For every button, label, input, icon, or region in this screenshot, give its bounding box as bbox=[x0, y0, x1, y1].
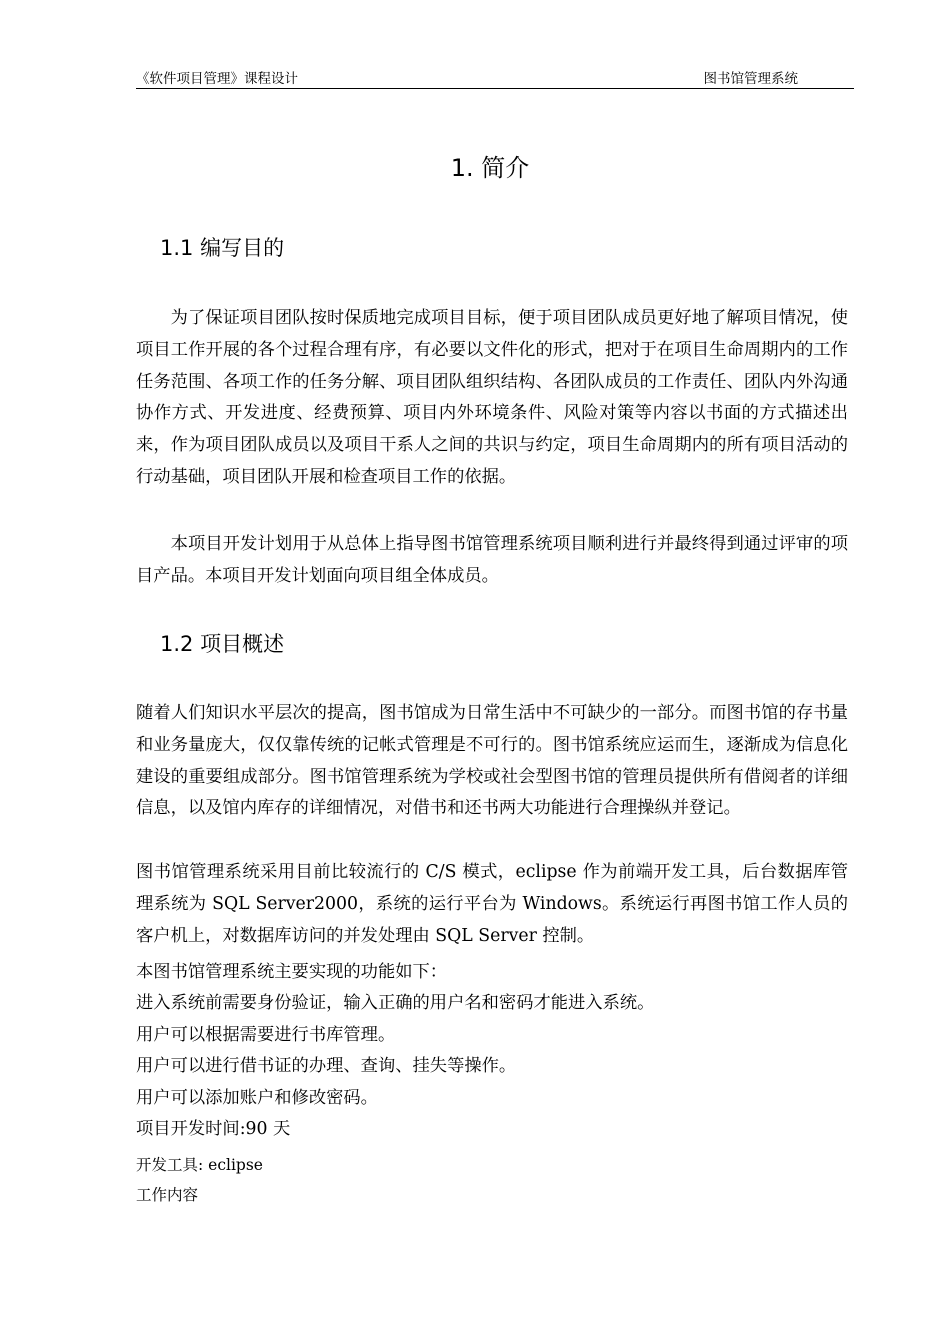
development-tool: 开发工具: eclipse bbox=[136, 1156, 263, 1174]
purpose-paragraph: 为了保证项目团队按时保质地完成项目目标，便于项目团队成员更好地了解项目情况，使项目工作开展的各个过程合理有序，有必要以文件化的形式，把对于在项目生命周期内的工作任务范围、各项工作的任务分解、项目团队组织结构、各团队成员的工作责任、团队内外沟通协作方式、开发进度、经费预算、项目内外环境条件、风险对策等内容以书面的方式描述出来，作为项目团队成员以及项目干系人之间的共识与约定，项目生命周期内的所有项目活动的行动基础，项目团队开展和检查项目工作的依据。 bbox=[136, 308, 848, 487]
header-course-title: 《软件项目管理》课程设计 bbox=[136, 71, 298, 87]
work-content-label: 工作内容 bbox=[136, 1186, 199, 1204]
function-item: 用户可以进行借书证的办理、查询、挂失等操作。 bbox=[136, 1056, 517, 1076]
functions-intro: 本图书馆管理系统主要实现的功能如下： bbox=[136, 962, 448, 982]
overview-paragraph: 随着人们知识水平层次的提高，图书馆成为日常生活中不可缺少的一部分。而图书馆的存书量和业务量庞大，仅仅靠传统的记帐式管理是不可行的。图书馆系统应运而生，逐渐成为信息化建设的重要组成部分。图书馆管理系统为学校或社会型图书馆的管理员提供所有借阅者的详细信息，以及馆内库存的详细情况，对借书和还书两大功能进行合理操纵并登记。 bbox=[136, 703, 848, 819]
function-item: 用户可以添加账户和修改密码。 bbox=[136, 1088, 378, 1108]
header-system-title: 图书馆管理系统 bbox=[703, 71, 798, 87]
page-header bbox=[136, 70, 854, 89]
section-title-purpose: 1.1 编写目的 bbox=[160, 236, 285, 260]
chapter-title: 1. 简介 bbox=[450, 154, 530, 182]
section-title-overview: 1.2 项目概述 bbox=[160, 632, 285, 656]
scope-paragraph: 本项目开发计划用于从总体上指导图书馆管理系统项目顺利进行并最终得到通过评审的项目产品。本项目开发计划面向项目组全体成员。 bbox=[136, 534, 848, 586]
function-item: 进入系统前需要身份验证，输入正确的用户名和密码才能进入系统。 bbox=[136, 993, 655, 1013]
technology-paragraph: 图书馆管理系统采用目前比较流行的 C/S 模式，eclipse 作为前端开发工具，后台数据库管理系统为 SQL Server2000，系统的运行平台为 Windows。系统运行再图书馆工作人员的客户机上，对数据库访问的并发处理由 SQL Server 控制。 bbox=[136, 862, 848, 946]
development-time: 项目开发时间:90 天 bbox=[136, 1119, 291, 1139]
function-item: 用户可以根据需要进行书库管理。 bbox=[136, 1025, 396, 1045]
